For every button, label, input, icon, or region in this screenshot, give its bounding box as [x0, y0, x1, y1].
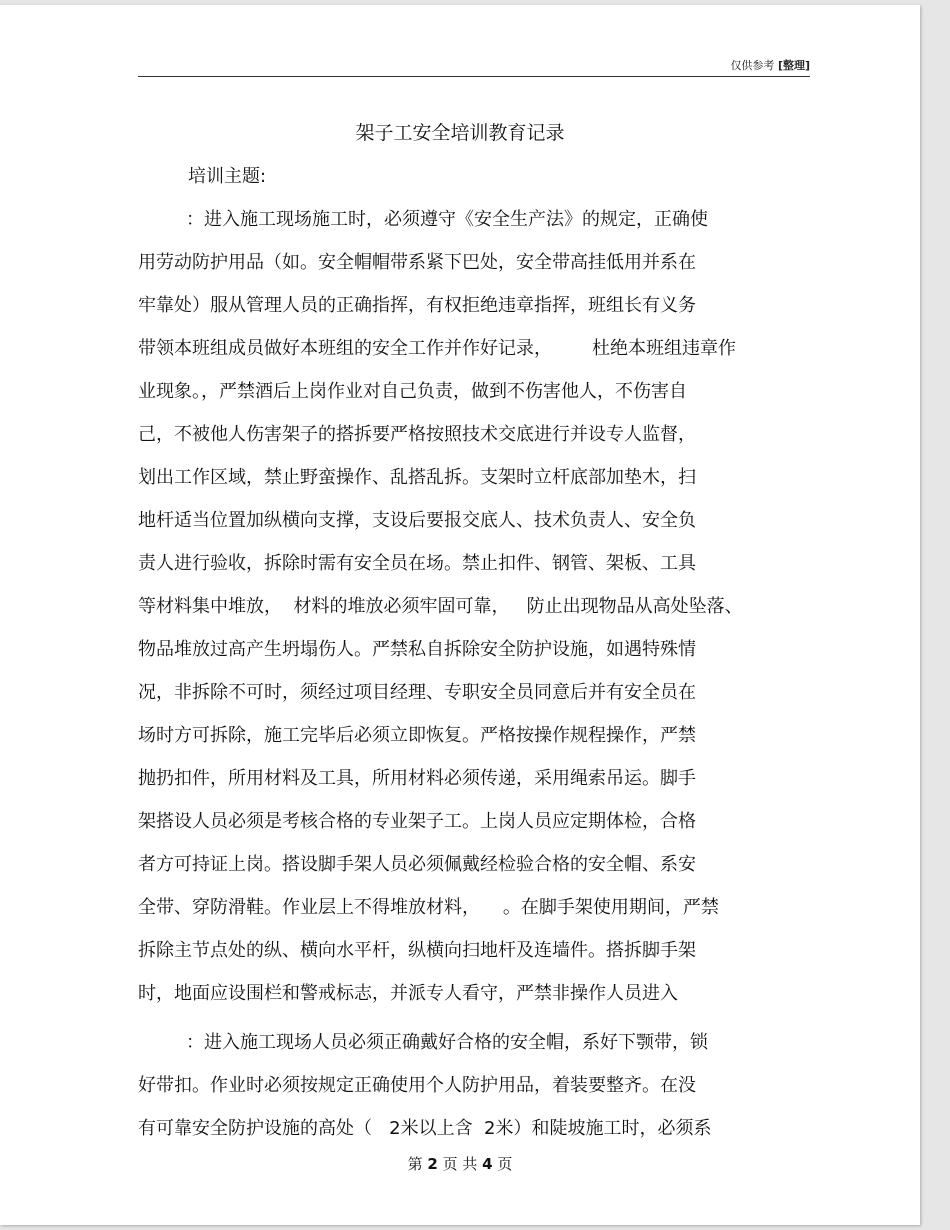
body-line: 牢靠处）服从管理人员的正确指挥，有权拒绝违章指挥，班组长有义务 — [138, 295, 696, 316]
body-line: 好带扣。作业时必须按规定正确使用个人防护用品，着装要整齐。在没 — [138, 1075, 696, 1096]
header-note: 仅供参考 — [730, 59, 775, 72]
body-line: 地杆适当位置加纵横向支撑，支设后要报交底人、技术负责人、安全负 — [138, 510, 696, 531]
body-line: 时，地面应设围栏和警戒标志，并派专人看守，严禁非操作人员进入 — [138, 983, 678, 1004]
header-rule — [138, 76, 810, 77]
body-line: 带领本班组成员做好本班组的安全工作并作好记录， 杜绝本班组违章作 — [138, 338, 737, 359]
body-line: 等材料集中堆放， 材料的堆放必须牢固可靠， 防止出现物品从高处坠落、 — [138, 596, 743, 617]
body-line: 况，非拆除不可时，须经过项目经理、专职安全员同意后并有安全员在 — [138, 682, 696, 703]
body-line: 物品堆放过高产生坍塌伤人。严禁私自拆除安全防护设施，如遇特殊情 — [138, 639, 696, 660]
body-line: 架搭设人员必须是考核合格的专业架子工。上岗人员应定期体检，合格 — [138, 811, 696, 832]
body-line: 划出工作区域，禁止野蛮操作、乱搭乱拆。支架时立杆底部加垫木，扫 — [138, 467, 696, 488]
body-line: 者方可持证上岗。搭设脚手架人员必须佩戴经检验合格的安全帽、系安 — [138, 854, 696, 875]
training-subject-label: 培训主题: — [188, 166, 267, 187]
body-line: 抛扔扣件，所用材料及工具，所用材料必须传递，采用绳索吊运。脚手 — [138, 768, 696, 789]
footer-total-pages: 4 — [482, 1155, 493, 1173]
footer-suffix: 页 — [497, 1155, 513, 1173]
footer-page-number: 2 — [427, 1155, 438, 1173]
page-footer — [0, 1153, 920, 1174]
body-line: 全带、穿防滑鞋。作业层上不得堆放材料， 。在脚手架使用期间，严禁 — [138, 897, 719, 918]
body-line: ：进入施工现场人员必须正确戴好合格的安全帽，系好下颚带，锁 — [186, 1032, 708, 1053]
header-tag: [整理] — [777, 59, 810, 72]
body-line: 有可靠安全防护设施的高处（ 2米以上含 2米）和陡坡施工时，必须系 — [138, 1118, 712, 1139]
page-header — [730, 57, 810, 73]
document-title: 架子工安全培训教育记录 — [355, 122, 565, 144]
body-line: ：进入施工现场施工时，必须遵守《安全生产法》的规定，正确使 — [186, 209, 708, 230]
body-line: 责人进行验收，拆除时需有安全员在场。禁止扣件、钢管、架板、工具 — [138, 553, 696, 574]
body-line: 业现象。，严禁酒后上岗作业对自己负责，做到不伤害他人，不伤害自 — [138, 381, 687, 402]
footer-mid: 页 共 — [442, 1155, 478, 1173]
body-line: 用劳动防护用品（如。安全帽帽带系紧下巴处，安全带高挂低用并系在 — [138, 252, 696, 273]
body-line: 场时方可拆除，施工完毕后必须立即恢复。严格按操作规程操作，严禁 — [138, 725, 696, 746]
document-page — [0, 5, 920, 1225]
body-line: 拆除主节点处的纵、横向水平杆，纵横向扫地杆及连墙件。搭拆脚手架 — [138, 940, 696, 961]
body-line: 己，不被他人伤害架子的搭拆要严格按照技术交底进行并设专人监督， — [138, 424, 696, 445]
footer-prefix: 第 — [407, 1155, 423, 1173]
